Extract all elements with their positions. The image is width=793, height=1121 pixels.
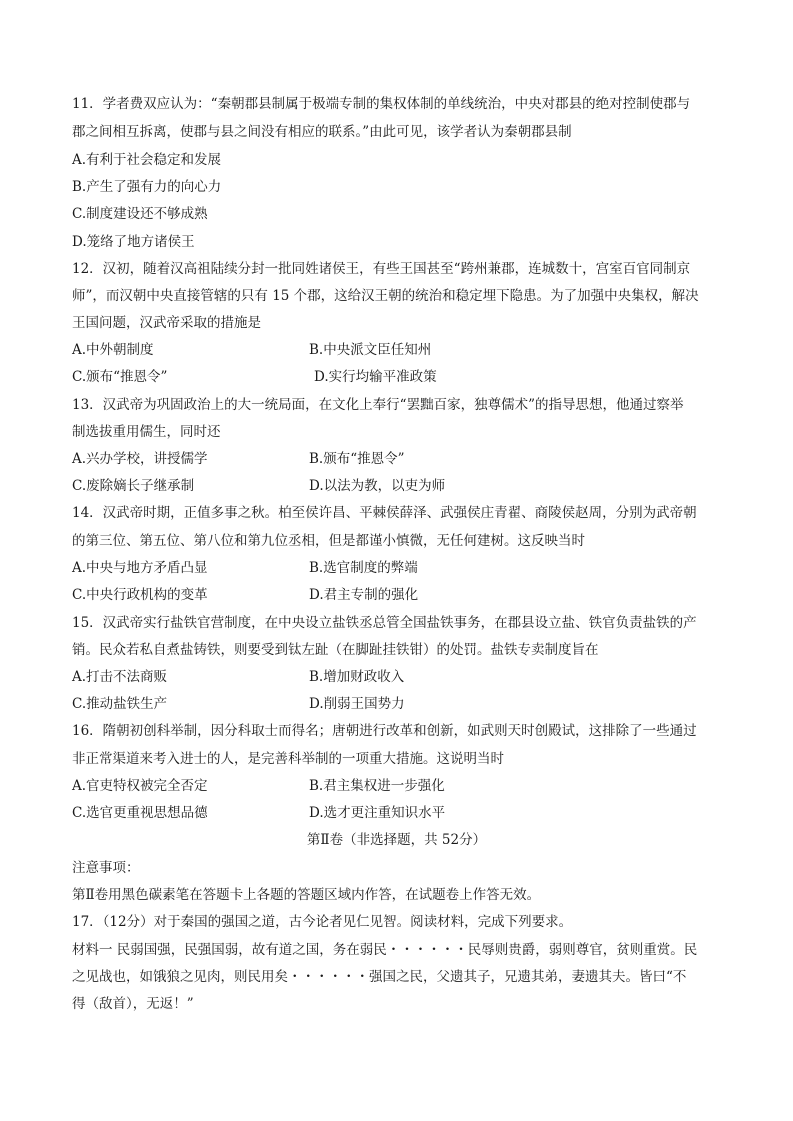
q13-options-row-2 [72,476,722,496]
q13-options-row-1 [72,449,722,469]
q14-option-b: B.选官制度的弊端 [309,560,418,576]
q16-stem-line-1: 16．隋朝初创科举制，因分科取士而得名；唐朝进行改革和创新，如武则天时创殿试，这排除了一些通过 [72,723,697,739]
q14-stem-line-1: 14．汉武帝时期，正值多事之秋。柏至侯许昌、平棘侯薛泽、武强侯庄青翟、商陵侯赵周，分别为武帝朝 [72,505,697,521]
q13-option-c: C.废除嫡长子继承制 [72,478,195,494]
q15-stem-line-2: 销。民众若私自煮盐铸铁，则要受到钛左趾（在脚趾挂铁钳）的处罚。盐铁专卖制度旨在 [72,642,599,658]
notice-label: 注意事项： [72,860,140,876]
q11-stem-line-2: 郡之间相互拆离，使郡与县之间没有相应的联系。”由此可见，该学者认为秦朝郡县制 [72,124,572,140]
q15-option-c: C.推动盐铁生产 [72,696,168,712]
notice-text: 第Ⅱ卷用黑色碳素笔在答题卡上各题的答题区域内作答，在试题卷上作答无效。 [72,887,541,903]
q14-stem-line-2: 的第三位、第五位、第八位和第九位丞相，但是都谨小慎微，无任何建树。这反映当时 [72,533,585,549]
q13-option-d: D.以法为教，以吏为师 [309,478,446,494]
q16-option-c: C.选官更重视思想品德 [72,805,208,821]
q13-option-a: A.兴办学校，讲授儒学 [72,451,208,467]
q16-option-d: D.选才更注重知识水平 [309,805,446,821]
q12-option-d: D.实行均输平准政策 [314,369,437,385]
q16-options-row-1 [72,776,722,796]
q12-options-row-1 [72,340,722,360]
q11-option-c: C.制度建设还不够成熟 [72,206,208,222]
q14-options-row-2 [72,585,722,605]
q12-stem-line-2: 师”，而汉朝中央直接管辖的只有 15 个郡，这给汉王朝的统治和稳定埋下隐患。为了加强中央集权，解决 [72,288,699,304]
q11-stem-line-1: 11．学者费双应认为：“秦朝郡县制属于极端专制的集权体制的单线统治，中央对郡县的绝对控制使郡与 [72,96,691,112]
q12-options-row-2 [72,367,722,387]
q14-option-c: C.中央行政机构的变革 [72,587,208,603]
q13-stem-line-1: 13．汉武帝为巩固政治上的大一统局面，在文化上奉行“罢黜百家，独尊儒术”的指导思想，他通过察举 [72,397,684,413]
q12-option-c: C.颁布“推恩令” [72,369,168,385]
q11-option-b: B.产生了强有力的向心力 [72,179,222,195]
q17-stem: 17．（12分）对于秦国的强国之道，古今论者见仁见智。阅读材料，完成下列要求。 [72,914,573,930]
q16-options-row-2 [72,803,722,823]
q16-option-b: B.君主集权进一步强化 [309,778,445,794]
q11-option-d: D.笼络了地方诸侯王 [72,234,195,250]
q14-options-row-1 [72,558,722,578]
q15-option-a: A.打击不法商贩 [72,669,168,685]
q17-material-line-3: 得（敌首），无返！” [72,996,194,1012]
q15-options-row-2 [72,694,722,714]
q12-option-a: A.中外朝制度 [72,342,154,358]
q16-stem-line-2: 非正常渠道来考入进士的人，是完善科举制的一项重大措施。这说明当时 [72,751,504,767]
q14-option-d: D.君主专制的强化 [309,587,419,603]
q15-option-b: B.增加财政收入 [309,669,405,685]
section-2-title: 第Ⅱ卷（非选择题，共 52分） [306,832,487,848]
q15-option-d: D.削弱王国势力 [309,696,405,712]
q16-option-a: A.官吏特权被完全否定 [72,778,208,794]
q13-stem-line-2: 制选拔重用儒生，同时还 [72,424,221,440]
q15-options-row-1 [72,667,722,687]
q15-stem-line-1: 15．汉武帝实行盐铁官营制度，在中央设立盐铁丞总管全国盐铁事务，在郡县设立盐、铁官负责盐铁的产 [72,615,697,631]
q17-material-line-2: 之见战也，如饿狼之见肉，则民用矣・・・・・・强国之民，父遗其子，兄遗其弟，妻遗其夫。皆曰“不 [72,969,687,985]
q17-material-line-1: 材料一 民弱国强，民强国弱，故有道之国，务在弱民・・・・・・民辱则贵爵，弱则尊官，贫则重赏。民 [72,942,698,958]
q13-option-b: B.颁布“推恩令” [309,451,405,467]
q14-option-a: A.中央与地方矛盾凸显 [72,560,208,576]
q12-stem-line-3: 王国问题，汉武帝采取的措施是 [72,315,261,331]
q11-option-a: A.有利于社会稳定和发展 [72,152,222,168]
q12-option-b: B.中央派文臣任知州 [309,342,432,358]
q12-stem-line-1: 12．汉初，随着汉高祖陆续分封一批同姓诸侯王，有些王国甚至“跨州兼郡，连城数十，宫室百官同制京 [72,261,691,277]
